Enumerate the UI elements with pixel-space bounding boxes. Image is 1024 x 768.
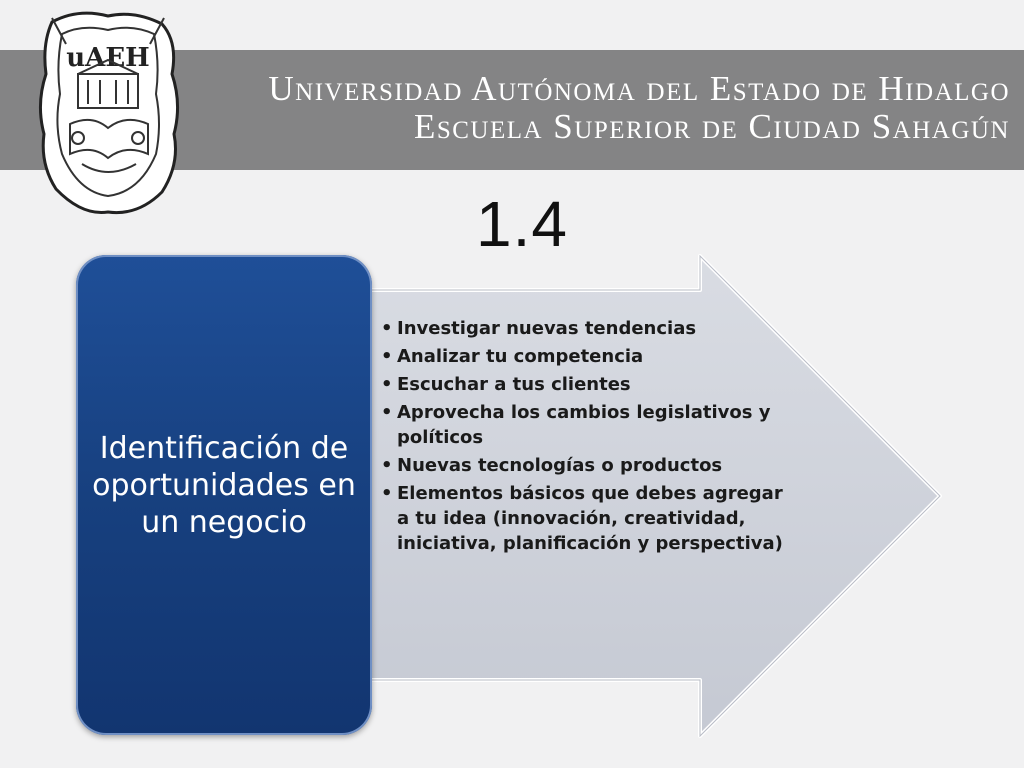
school-name: Escuela Superior de Ciudad Sahagún [413,107,1010,146]
university-name: Universidad Autónoma del Estado de Hidalgo [268,69,1010,108]
list-item: • Nuevas tecnologías o productos [380,453,800,478]
list-item: • Elementos básicos que debes agregar a tu idea (innovación, creatividad, iniciativa, planificación y perspectiva) [380,481,800,556]
logo-text: uAEH [66,43,150,73]
concept-title: Identificación de oportunidades en un negocio [92,430,356,540]
concept-box [76,255,372,735]
bullet-list [380,316,800,559]
list-item: • Analizar tu competencia [380,344,800,369]
list-item: • Investigar nuevas tendencias [380,316,800,341]
list-item: • Escuchar a tus clientes [380,372,800,397]
list-item: • Aprovecha los cambios legislativos y políticos [380,400,800,450]
slide-number: 1.4 [476,188,568,260]
